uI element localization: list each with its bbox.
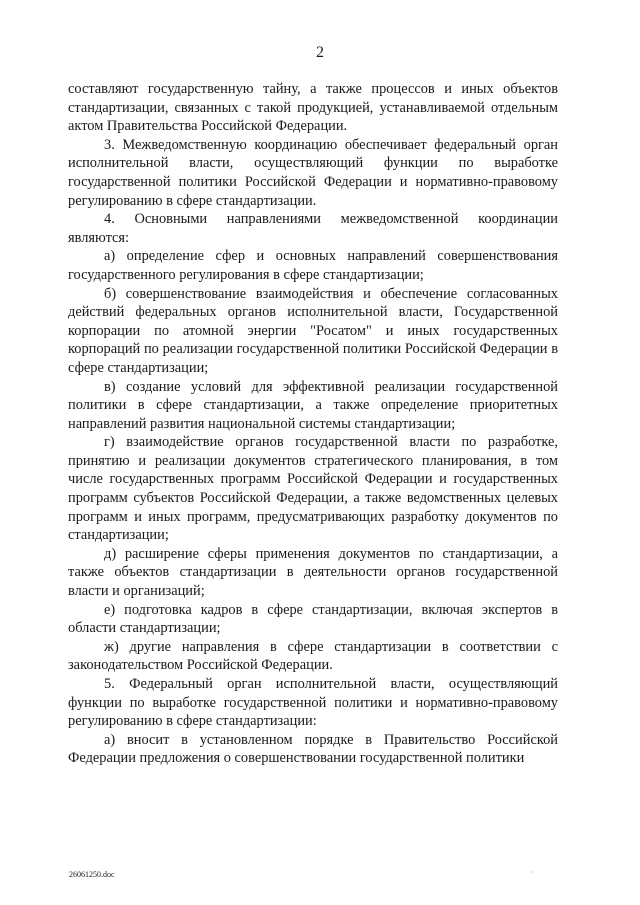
paragraph-4: 4. Основными направлениями межведомственной координации являются:: [68, 211, 558, 246]
paragraph-4b: б) совершенствование взаимодействия и обеспечение согласованных действий федеральных органов исполнительной власти, Государственной корпорации по атомной энергии "Росатом" и иных государственных корпораций по реализации государственной политики Российской Федерации в сфере стандартизации;: [68, 285, 558, 376]
page-number: 2: [316, 44, 324, 61]
paragraph-4zh: ж) другие направления в сфере стандартизации в соответствии с законодательством Российской Федерации.: [68, 638, 558, 674]
paragraph-4d: д) расширение сферы применения документов по стандартизации, а также объектов стандартизации в деятельности органов государственной власти и организаций;: [68, 545, 558, 600]
corner-mark: ·: [530, 868, 533, 877]
paragraph-4a: а) определение сфер и основных направлений совершенствования государственного регулирования в сфере стандартизации;: [68, 248, 558, 283]
paragraph-5a: а) вносит в установленном порядке в Правительство Российской Федерации предложения о совершенствовании государственной политики: [68, 731, 558, 767]
paragraph-4g: г) взаимодействие органов государственной власти по разработке, принятию и реализации документов стратегического планирования, в том числе государственных программ Российской Федерации и государственных программ субъектов Российской Федерации, а также ведомственных целевых программ и иных программ, предусматривающих разработку документов по стандартизации;: [68, 434, 558, 544]
paragraph-5: 5. Федеральный орган исполнительной власти, осуществляющий функции по выработке государственной политики и нормативно-правовому регулированию в сфере стандартизации:: [68, 676, 558, 730]
paragraph-4e: е) подготовка кадров в сфере стандартизации, включая экспертов в области стандартизации;: [68, 601, 558, 637]
footer-document-code: 26061250.doc: [69, 870, 115, 879]
paragraph-4v: в) создание условий для эффективной реализации государственной политики в сфере стандартизации, а также определение приоритетных направлений развития национальной системы стандартизации;: [68, 378, 558, 432]
paragraph-3: 3. Межведомственную координацию обеспечивает федеральный орган исполнительной власти, осуществляющий функции по выработке государственной политики Российской Федерации и нормативно-правовому регулированию в сфере стандартизации.: [68, 136, 558, 209]
paragraph-continuation: составляют государственную тайну, а также процессов и иных объектов стандартизации, связанных с такой продукцией, устанавливаемой отдельным актом Правительства Российской Федерации.: [68, 81, 558, 135]
document-body: [68, 80, 558, 768]
